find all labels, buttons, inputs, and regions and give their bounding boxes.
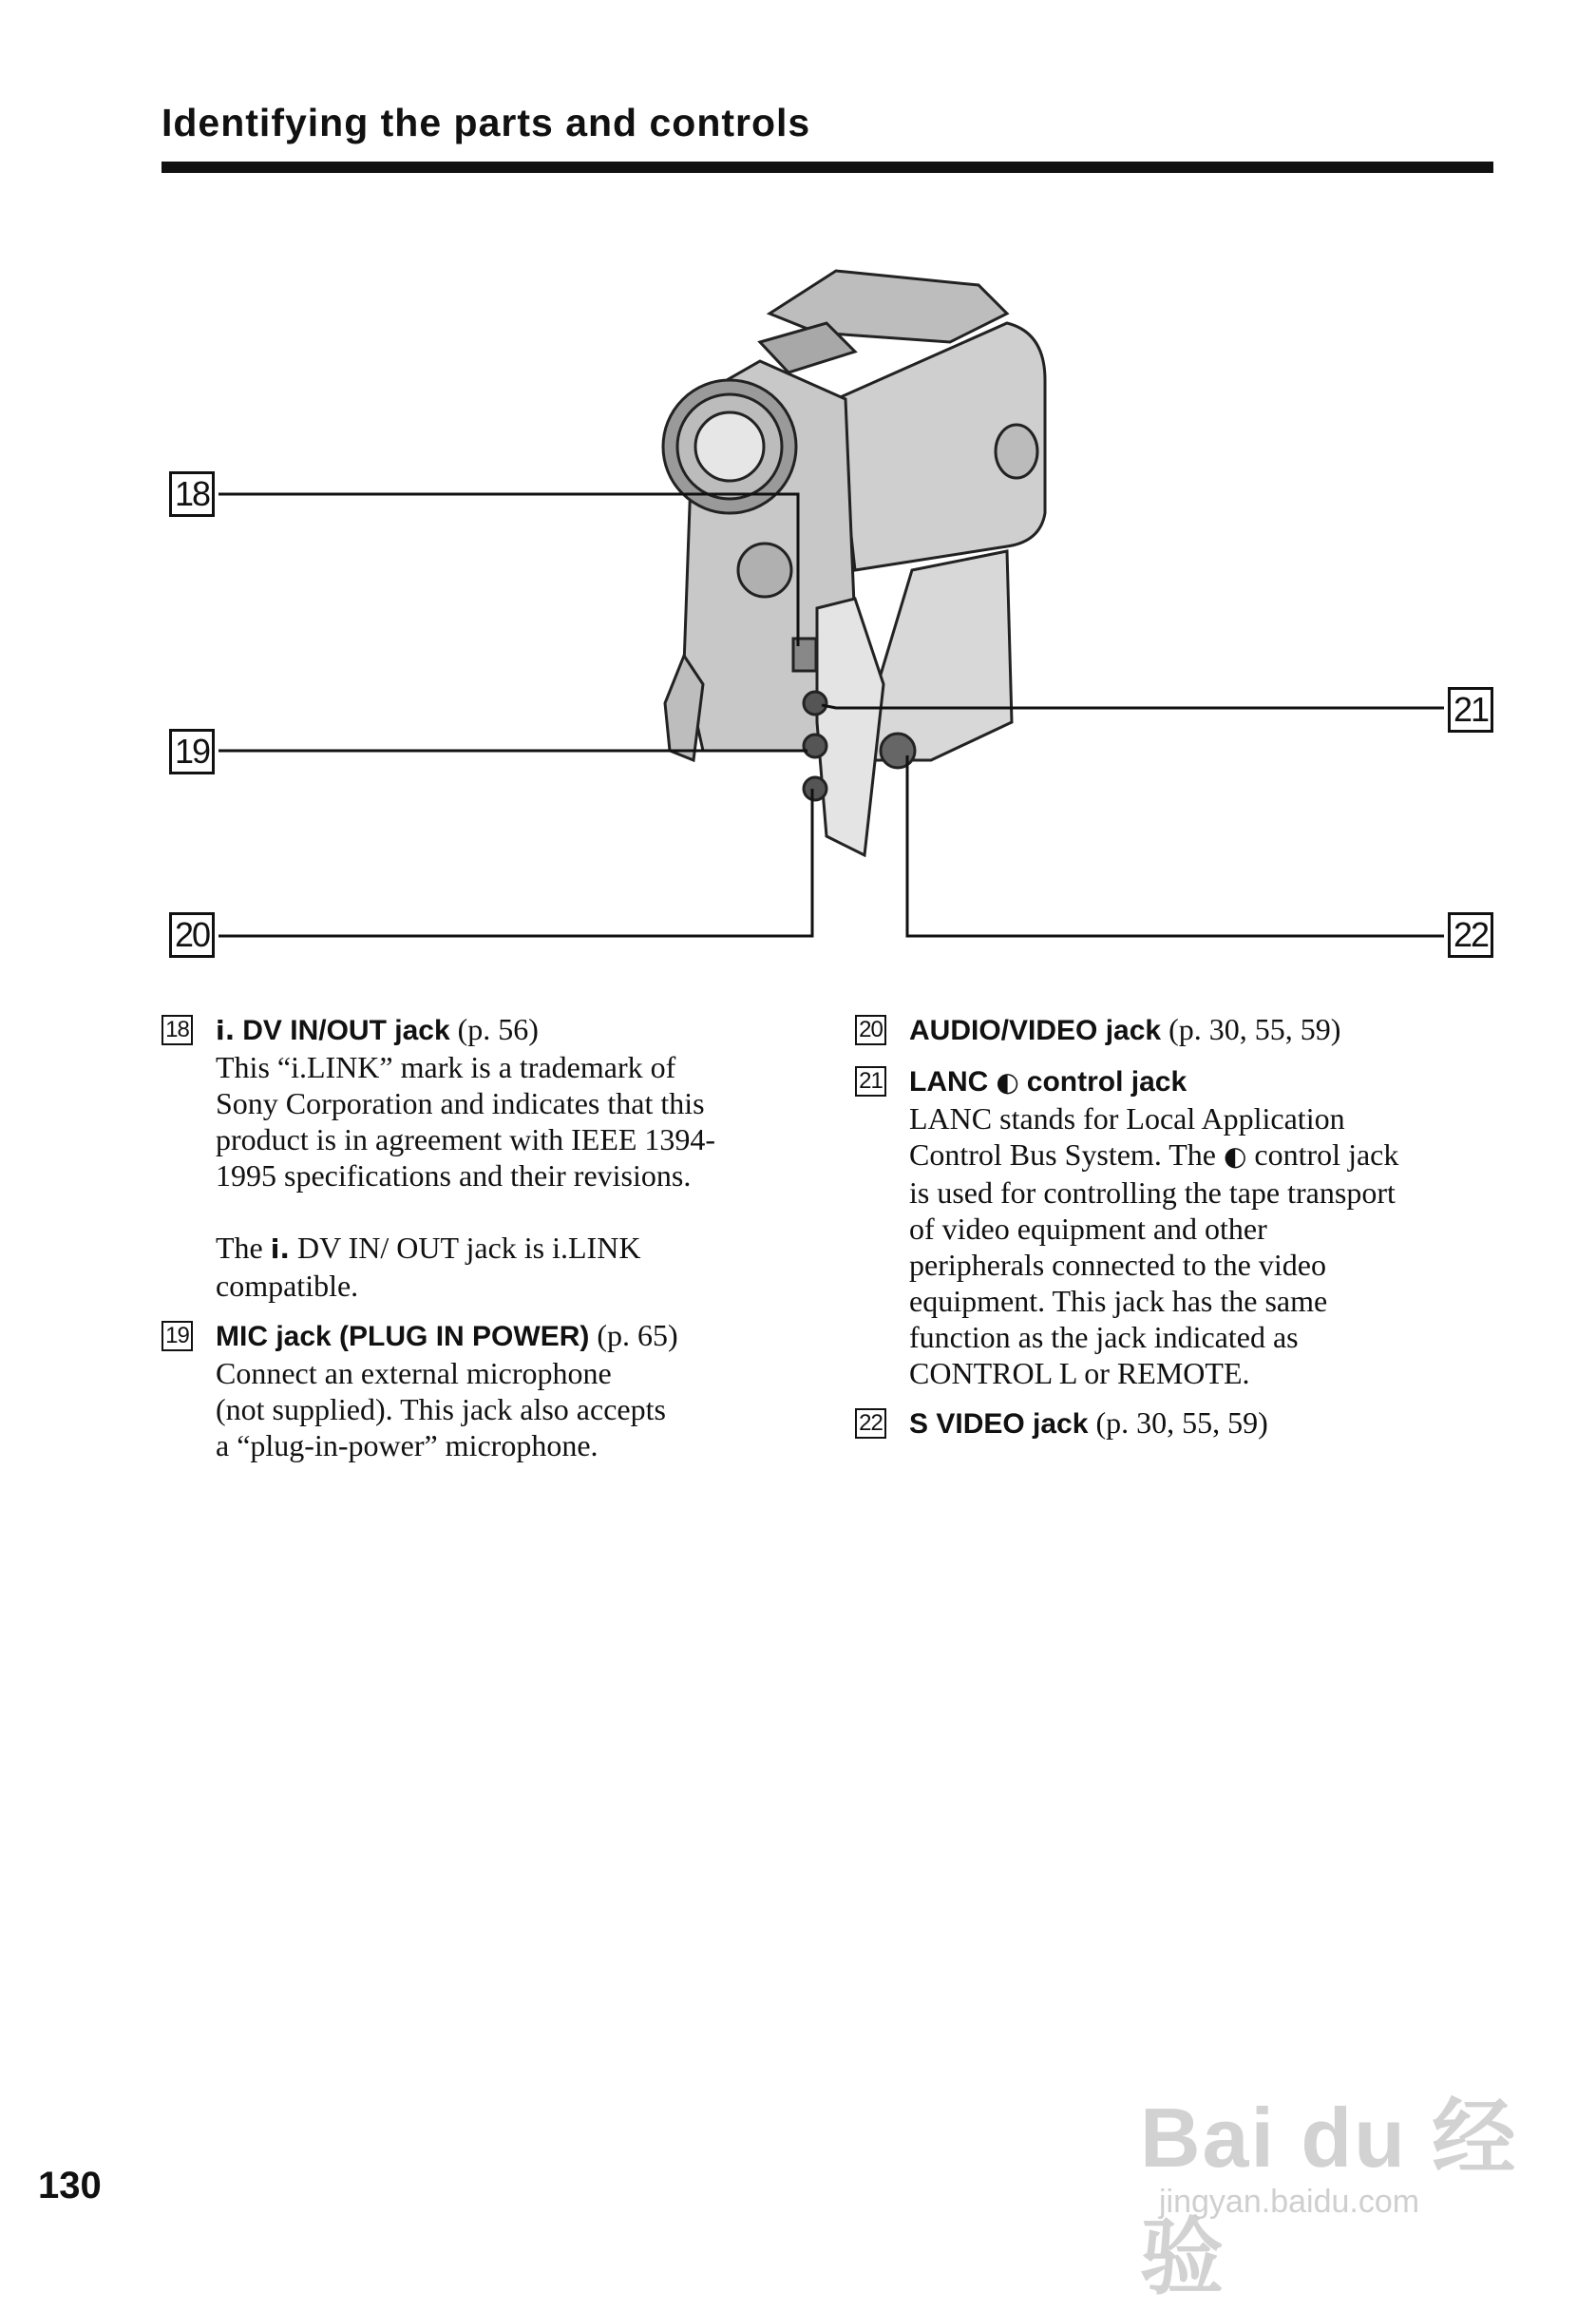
callout-19: 19 <box>169 729 215 774</box>
ilink-icon: i. <box>216 1015 236 1046</box>
page-title: Identifying the parts and controls <box>162 101 811 144</box>
page-reference: (p. 30, 55, 59) <box>1095 1405 1268 1440</box>
item-number: 18 <box>162 1015 193 1045</box>
page-reference: (p. 30, 55, 59) <box>1168 1012 1341 1046</box>
watermark <box>1130 2043 1530 2304</box>
item-21 <box>855 1062 1510 1391</box>
item-description: Connect an external microphone (not supplied). This jack also accepts a “plug-in-power” microphone. <box>216 1356 666 1462</box>
item-heading: S VIDEO jack <box>909 1408 1089 1440</box>
item-description: LANC stands for Local Application Control Bus System. The ◐ control jack is used for controlling the tape transport of video equipment and other peripherals connected to the video equipment. This jack has the same function as the jack indicated as CONTROL L or REMOTE. <box>909 1101 1399 1390</box>
ilink-icon: i. <box>270 1233 290 1265</box>
lanc-icon: ◐ <box>996 1066 1019 1098</box>
page-reference: (p. 65) <box>597 1318 678 1352</box>
item-heading-suffix: control jack <box>1026 1066 1188 1098</box>
callout-21: 21 <box>1448 687 1493 733</box>
item-heading: MIC jack (PLUG IN POWER) <box>216 1321 590 1352</box>
item-heading: LANC <box>909 1066 989 1098</box>
item-19 <box>162 1317 808 1463</box>
item-number: 20 <box>855 1015 886 1045</box>
item-number: 21 <box>855 1066 886 1097</box>
page-number: 130 <box>38 2165 102 2206</box>
right-column <box>855 1011 1510 1456</box>
watermark-logo: Bai du 经验 <box>1140 2091 1518 2304</box>
item-20 <box>855 1011 1510 1049</box>
item-number: 22 <box>855 1408 886 1439</box>
item-18 <box>162 1011 808 1304</box>
callout-22: 22 <box>1448 912 1493 958</box>
item-description: This “i.LINK” mark is a trademark of Sony Corporation and indicates that this product is in agreement with IEEE 1394- 1995 specifications and their revisions. <box>216 1050 716 1193</box>
camcorder-illustration <box>0 0 1596 969</box>
item-number: 19 <box>162 1321 193 1351</box>
callout-20: 20 <box>169 912 215 958</box>
item-description-2: The i. DV IN/ OUT jack is i.LINK compatible. <box>216 1231 641 1303</box>
page-reference: (p. 56) <box>457 1012 539 1046</box>
watermark-url: jingyan.baidu.com <box>1159 2184 1420 2220</box>
item-22 <box>855 1404 1510 1442</box>
camcorder-figure <box>0 0 1596 969</box>
item-heading: AUDIO/VIDEO jack <box>909 1015 1162 1046</box>
left-column <box>162 1011 808 1477</box>
item-heading: DV IN/OUT jack <box>242 1015 450 1046</box>
callout-18: 18 <box>169 471 215 517</box>
lanc-icon: ◐ <box>1223 1140 1247 1172</box>
